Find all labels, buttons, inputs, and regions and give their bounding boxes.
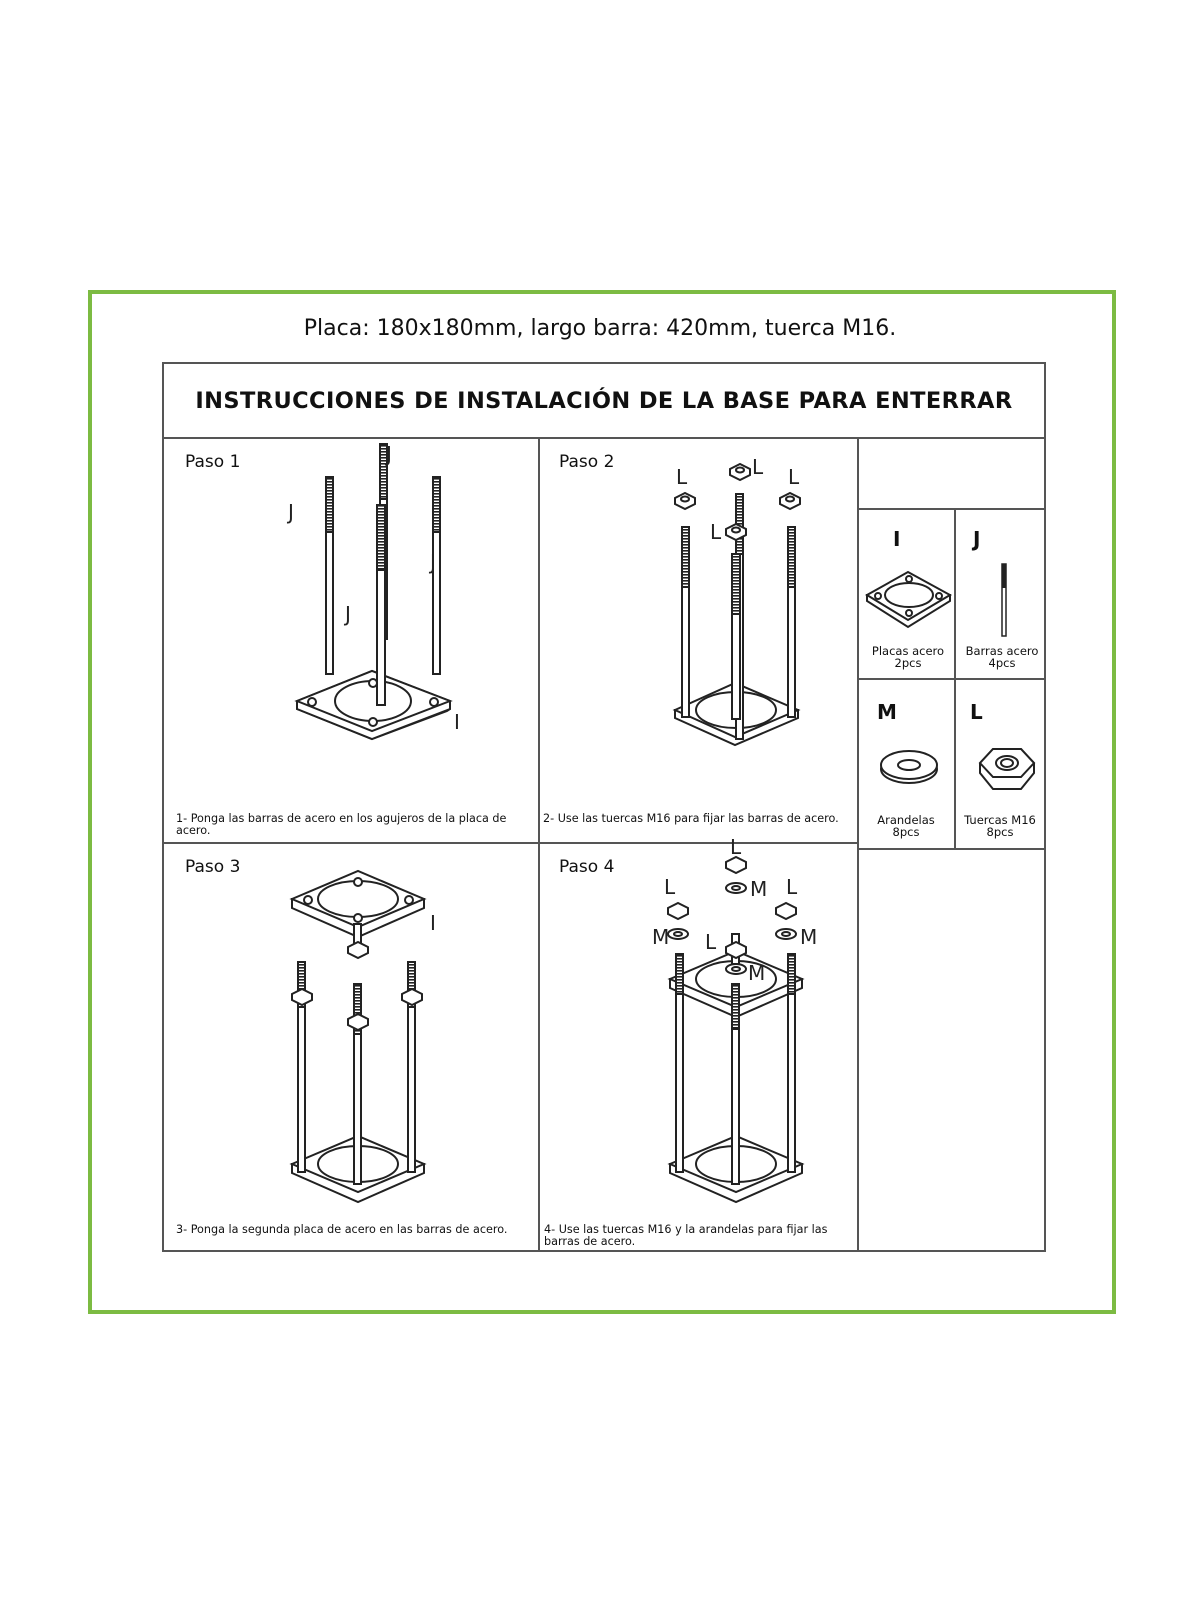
callout-i-1: I bbox=[454, 710, 460, 734]
part-i-qty: 2pcs bbox=[894, 656, 922, 670]
washer-icon bbox=[878, 748, 940, 786]
step-1-drawing bbox=[162, 439, 538, 842]
parts-top-line bbox=[857, 508, 1046, 510]
callout-l-5: L bbox=[664, 875, 676, 899]
callout-l-2: L bbox=[752, 455, 764, 479]
part-m-caption bbox=[860, 814, 952, 838]
callout-j-4: J bbox=[345, 602, 351, 626]
step-4-label: Paso 4 bbox=[559, 857, 615, 877]
part-m-qty: 8pcs bbox=[892, 825, 920, 839]
part-j-name: Barras acero bbox=[965, 644, 1039, 658]
step-3-drawing bbox=[162, 844, 538, 1250]
callout-i-2: I bbox=[430, 911, 436, 935]
step-2-label: Paso 2 bbox=[559, 452, 615, 472]
step-2-drawing bbox=[540, 439, 857, 842]
part-i-caption bbox=[862, 645, 954, 669]
part-m-letter: M bbox=[877, 700, 897, 724]
parts-center-line bbox=[954, 508, 956, 849]
step-2-description: 2- Use las tuercas M16 para fijar las barras de acero. bbox=[543, 812, 839, 825]
parts-middle-line bbox=[857, 678, 1046, 680]
step-1-description: 1- Ponga las barras de acero en los agujeros de la placa de acero. bbox=[176, 812, 507, 837]
step-3-description: 3- Ponga la segunda placa de acero en las barras de acero. bbox=[176, 1223, 508, 1236]
callout-l-3: L bbox=[788, 465, 800, 489]
callout-j-2: J bbox=[386, 442, 392, 466]
part-i-name: Placas acero bbox=[871, 644, 945, 658]
part-i-letter: I bbox=[893, 527, 901, 551]
callout-j-1: J bbox=[288, 500, 294, 524]
parts-bottom-line bbox=[857, 848, 1046, 850]
callout-j-3: J bbox=[430, 550, 436, 574]
part-j-caption bbox=[956, 645, 1048, 669]
column-divider-2 bbox=[857, 437, 859, 1252]
part-m-name: Arandelas bbox=[877, 813, 935, 827]
bar-icon bbox=[1000, 563, 1010, 638]
callout-m-1: M bbox=[652, 925, 670, 949]
part-l-qty: 8pcs bbox=[986, 825, 1014, 839]
callout-l-1: L bbox=[676, 465, 688, 489]
part-l-caption bbox=[954, 814, 1046, 838]
callout-l-8: L bbox=[705, 930, 717, 954]
plate-icon bbox=[864, 570, 954, 630]
callout-m-3: M bbox=[800, 925, 818, 949]
specs-subtitle: Placa: 180x180mm, largo barra: 420mm, tuerca M16. bbox=[303, 316, 897, 341]
callout-l-7: L bbox=[786, 875, 798, 899]
part-l-name: Tuercas M16 bbox=[964, 813, 1036, 827]
step-1-label: Paso 1 bbox=[185, 452, 241, 472]
callout-m-2: M bbox=[750, 877, 768, 901]
callout-l-6: L bbox=[730, 835, 742, 859]
part-l-letter: L bbox=[970, 700, 983, 724]
callout-l-4: L bbox=[710, 520, 722, 544]
sheet-title: INSTRUCCIONES DE INSTALACIÓN DE LA BASE PARA ENTERRAR bbox=[195, 388, 1013, 414]
part-j-qty: 4pcs bbox=[988, 656, 1016, 670]
step-4-drawing bbox=[540, 835, 857, 1250]
callout-m-4: M bbox=[748, 961, 766, 985]
step-4-description: 4- Use las tuercas M16 y la arandelas para fijar las barras de acero. bbox=[544, 1223, 828, 1248]
nut-icon bbox=[978, 745, 1036, 793]
part-j-letter: J bbox=[973, 527, 981, 551]
step-3-label: Paso 3 bbox=[185, 857, 241, 877]
